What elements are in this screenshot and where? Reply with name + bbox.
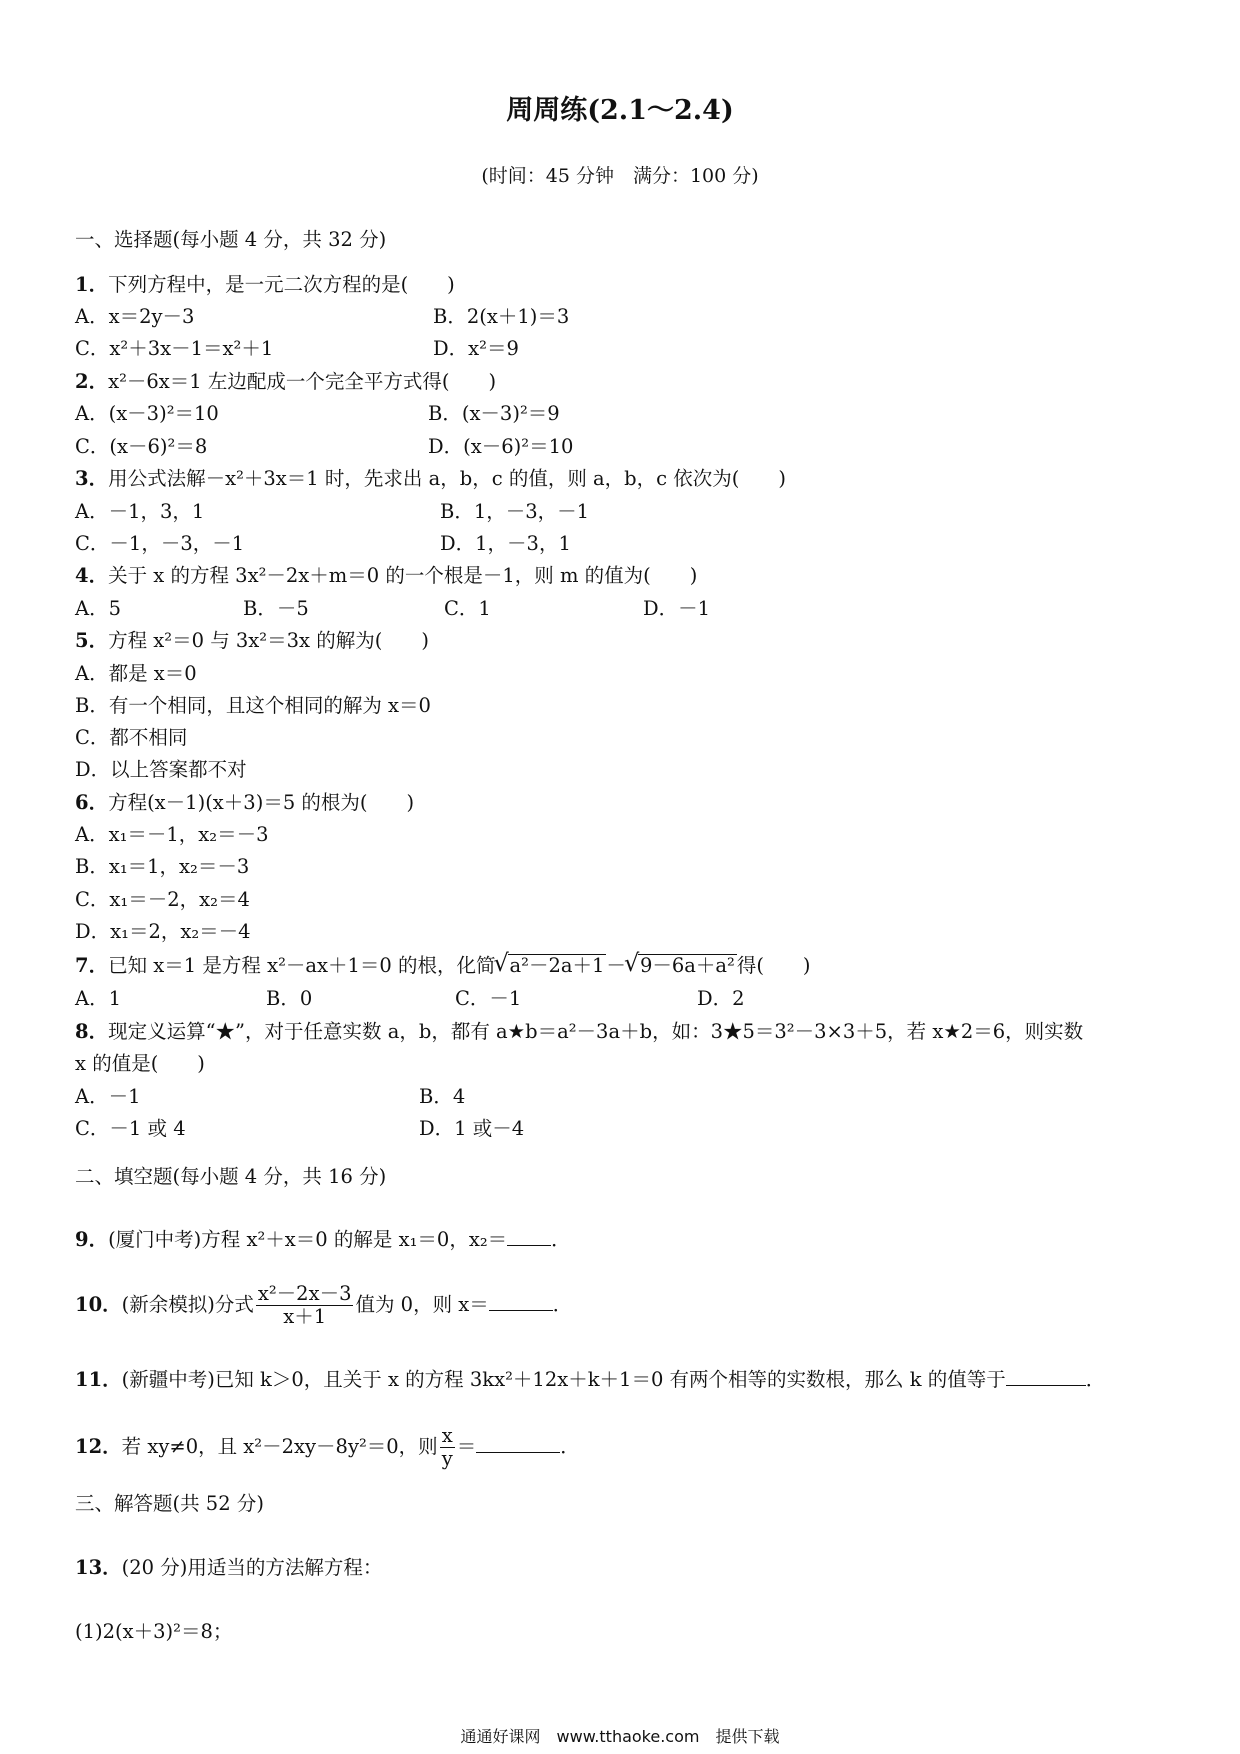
- square-root-2: √ 9－6a＋a²: [623, 949, 735, 977]
- question-11: 11．(新疆中考)已知 k＞0，且关于 x 的方程 3kx²＋12x＋k＋1＝0 有两个相等的实数根，那么 k 的值等于 ．: [75, 1368, 1106, 1391]
- question-text: 方程 x²＝0 与 3x²＝3x 的解为( ): [108, 629, 429, 652]
- fraction-numerator: x: [441, 1424, 453, 1447]
- question-text: (厦门中考)方程 x²＋x＝0 的解是 x₁＝0，x₂＝: [108, 1228, 508, 1251]
- option-a: A．(x－3)²＝10: [75, 402, 219, 425]
- question-number: 4．: [75, 564, 109, 587]
- fraction: [440, 1425, 455, 1470]
- question-text: 用公式法解－x²＋3x＝1 时，先求出 a，b，c 的值，则 a，b，c 依次为( ): [108, 467, 786, 490]
- question-text: 下列方程中，是一元二次方程的是( ): [108, 273, 455, 296]
- question-text: 关于 x 的方程 3x²－2x＋m＝0 的一个根是－1，则 m 的值为( ): [108, 564, 698, 587]
- option-d: D．以上答案都不对: [75, 758, 247, 781]
- question-8: [75, 1020, 1083, 1044]
- question-number: 6．: [75, 791, 109, 814]
- option-c: C．都不相同: [75, 726, 188, 749]
- answer-blank: [476, 1434, 560, 1453]
- question-number: 10．: [75, 1293, 122, 1316]
- option-b: B．有一个相同，且这个相同的解为 x＝0: [75, 694, 431, 717]
- option-a: A．都是 x＝0: [75, 662, 197, 685]
- option-c: C．x²＋3x－1＝x²＋1: [75, 337, 274, 360]
- question-number: 13．: [75, 1556, 122, 1579]
- question-6: [75, 791, 414, 815]
- question-text: 现定义运算“★”，对于任意实数 a，b，都有 a★b＝a²－3a＋b，如：3★5＝3²－3×3＋5，若 x★2＝6，则实数: [108, 1020, 1084, 1043]
- question-text: 方程(x－1)(x＋3)＝5 的根为( ): [108, 791, 415, 814]
- option-d: D．2: [697, 987, 745, 1010]
- question-text: x²－6x＝1 左边配成一个完全平方式得( ): [108, 370, 497, 393]
- answer-blank: [507, 1227, 551, 1246]
- question-13-part-1: (1)2(x＋3)²＝8；: [75, 1620, 233, 1643]
- option-a: A．－1: [75, 1085, 141, 1108]
- option-d: D．x²＝9: [433, 337, 519, 360]
- question-9: 9．(厦门中考)方程 x²＋x＝0 的解是 x₁＝0，x₂＝ ．: [75, 1228, 571, 1251]
- fraction-numerator: x²－2x－3: [257, 1282, 352, 1305]
- question-number: 3．: [75, 467, 109, 490]
- question-number: 5．: [75, 629, 109, 652]
- option-d: D．1，－3，1: [440, 532, 571, 555]
- option-c: C．－1: [455, 987, 522, 1010]
- question-13: [75, 1556, 382, 1580]
- answer-blank: [1006, 1367, 1086, 1386]
- question-text: (20 分)用适当的方法解方程：: [121, 1556, 383, 1579]
- footer-source: 通通好课网 www.tthaoke.com 提供下载: [460, 1727, 780, 1746]
- question-number: 7．: [75, 954, 109, 977]
- question-1: [75, 273, 455, 297]
- question-number: 11．: [75, 1368, 122, 1391]
- option-b: B．1，－3，－1: [440, 500, 590, 523]
- question-text: 已知 x＝1 是方程 x²－ax＋1＝0 的根，化简: [108, 954, 496, 977]
- page-subtitle: (时间：45 分钟 满分：100 分): [481, 165, 759, 187]
- question-number: 2．: [75, 370, 109, 393]
- section-heading-solve: 三、解答题(共 52 分): [75, 1492, 264, 1515]
- question-5: [75, 629, 429, 653]
- option-c: C．(x－6)²＝8: [75, 435, 208, 458]
- question-12: 12．若 xy≠0，且 x²－2xy－8y²＝0，则 $\frac{x}{y}$ ＝ ．: [75, 1424, 580, 1470]
- option-b: B．0: [266, 987, 313, 1010]
- fraction: [256, 1283, 354, 1328]
- question-number: 9．: [75, 1228, 109, 1251]
- option-d: D．1 或－4: [419, 1117, 525, 1140]
- answer-blank: [489, 1292, 553, 1311]
- square-root-1: √ a²－2a＋1: [493, 949, 605, 977]
- question-4: [75, 564, 697, 588]
- option-a: A．－1，3，1: [75, 500, 205, 523]
- fraction-denominator: x＋1: [283, 1305, 327, 1328]
- question-3: [75, 467, 786, 491]
- option-b: B．x₁＝1，x₂＝－3: [75, 855, 250, 878]
- radical-sign-icon: √: [493, 949, 509, 977]
- question-text: (新余模拟)分式: [121, 1293, 254, 1316]
- question-text: (新疆中考)已知 k＞0，且关于 x 的方程 3kx²＋12x＋k＋1＝0 有两个相等的实数根，那么 k 的值等于: [121, 1368, 1006, 1391]
- option-d: D．－1: [643, 597, 711, 620]
- question-10: 10．(新余模拟)分式 $\frac{\text{x²－2x－3}}{x+1}$ 值为 0，则 x＝ ．: [75, 1282, 573, 1328]
- question-text: 若 xy≠0，且 x²－2xy－8y²＝0，则: [121, 1435, 438, 1458]
- option-b: B．4: [419, 1085, 466, 1108]
- question-8-continued: x 的值是( ): [75, 1052, 205, 1075]
- fraction-denominator: y: [441, 1447, 453, 1470]
- section-heading-fill: 二、填空题(每小题 4 分，共 16 分): [75, 1165, 387, 1188]
- option-b: B．－5: [243, 597, 309, 620]
- question-number: 12．: [75, 1435, 122, 1458]
- option-a: A．x₁＝－1，x₂＝－3: [75, 823, 269, 846]
- radical-sign-icon: √: [623, 949, 640, 977]
- option-c: C．x₁＝－2，x₂＝4: [75, 888, 250, 911]
- question-2: [75, 370, 496, 394]
- question-number: 1．: [75, 273, 109, 296]
- question-7: 7．已知 x＝1 是方程 x²－ax＋1＝0 的根，化简 √ a²－2a＋1 － √ 9－6a＋a² 得( ): [75, 949, 811, 977]
- page-title: 周周练(2.1～2.4): [506, 95, 734, 126]
- option-d: D．(x－6)²＝10: [428, 435, 574, 458]
- option-c: C．1: [444, 597, 491, 620]
- option-b: B．(x－3)²＝9: [428, 402, 560, 425]
- option-b: B．2(x＋1)＝3: [433, 305, 570, 328]
- question-number: 8．: [75, 1020, 109, 1043]
- option-a: A．5: [75, 597, 121, 620]
- option-a: A．1: [75, 987, 121, 1010]
- option-a: A．x＝2y－3: [75, 305, 195, 328]
- option-d: D．x₁＝2，x₂＝－4: [75, 920, 251, 943]
- section-heading-choice: 一、选择题(每小题 4 分，共 32 分): [75, 228, 387, 251]
- option-c: C．－1 或 4: [75, 1117, 186, 1140]
- option-c: C．－1，－3，－1: [75, 532, 245, 555]
